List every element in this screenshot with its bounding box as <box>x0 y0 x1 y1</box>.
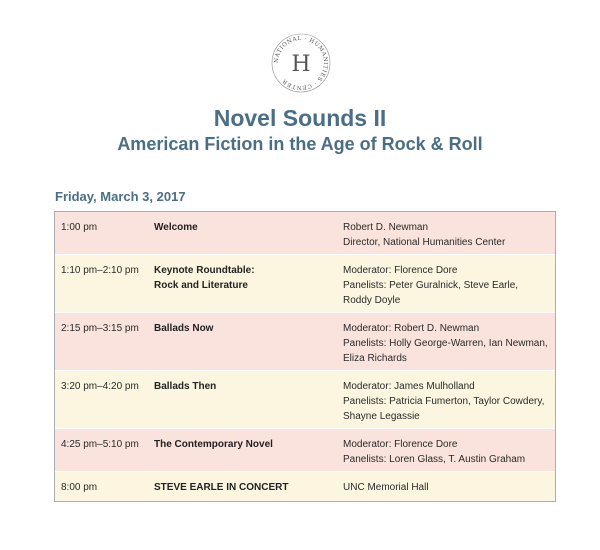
session-time: 8:00 pm <box>61 482 98 493</box>
session-time: 1:00 pm <box>61 222 98 233</box>
schedule-row <box>55 254 555 312</box>
session-people: Moderator: James Mulholland Panelists: Patricia Fumerton, Taylor Cowdery, Shayne Legassie <box>343 381 545 422</box>
session-title: Ballads Then <box>154 381 217 392</box>
session-time: 4:25 pm–5:10 pm <box>61 439 139 450</box>
session-people: UNC Memorial Hall <box>343 482 429 493</box>
session-people: Robert D. Newman Director, National Humanities Center <box>343 222 506 248</box>
page-subtitle: American Fiction in the Age of Rock & Roll <box>117 134 483 154</box>
schedule-row <box>55 370 555 428</box>
session-time: 3:20 pm–4:20 pm <box>61 381 139 392</box>
schedule-row <box>55 471 555 501</box>
session-title: Welcome <box>154 222 198 233</box>
nhc-seal-icon <box>270 32 332 94</box>
session-time: 1:10 pm–2:10 pm <box>61 265 139 276</box>
schedule-row <box>55 428 555 471</box>
session-time: 2:15 pm–3:15 pm <box>61 323 139 334</box>
schedule-table <box>54 211 556 502</box>
session-people: Moderator: Robert D. Newman Panelists: Holly George-Warren, Ian Newman, Eliza Richards <box>343 323 548 364</box>
logo-ring-text: NATIONAL · HUMANITIES · CENTER <box>273 35 329 91</box>
session-title: Keynote Roundtable: Rock and Literature <box>154 265 255 291</box>
session-title: The Contemporary Novel <box>154 439 273 450</box>
schedule-row <box>55 212 555 254</box>
page-title: Novel Sounds II <box>213 105 387 131</box>
session-title: Ballads Now <box>154 323 214 334</box>
schedule-date: Friday, March 3, 2017 <box>55 189 186 204</box>
logo-letter: H <box>291 52 311 77</box>
session-people: Moderator: Florence Dore Panelists: Peter Guralnick, Steve Earle, Roddy Doyle <box>343 265 519 306</box>
session-title: STEVE EARLE IN CONCERT <box>154 482 289 493</box>
nhc-logo <box>270 32 332 94</box>
schedule-row <box>55 312 555 370</box>
session-people: Moderator: Florence Dore Panelists: Loren Glass, T. Austin Graham <box>343 439 526 465</box>
